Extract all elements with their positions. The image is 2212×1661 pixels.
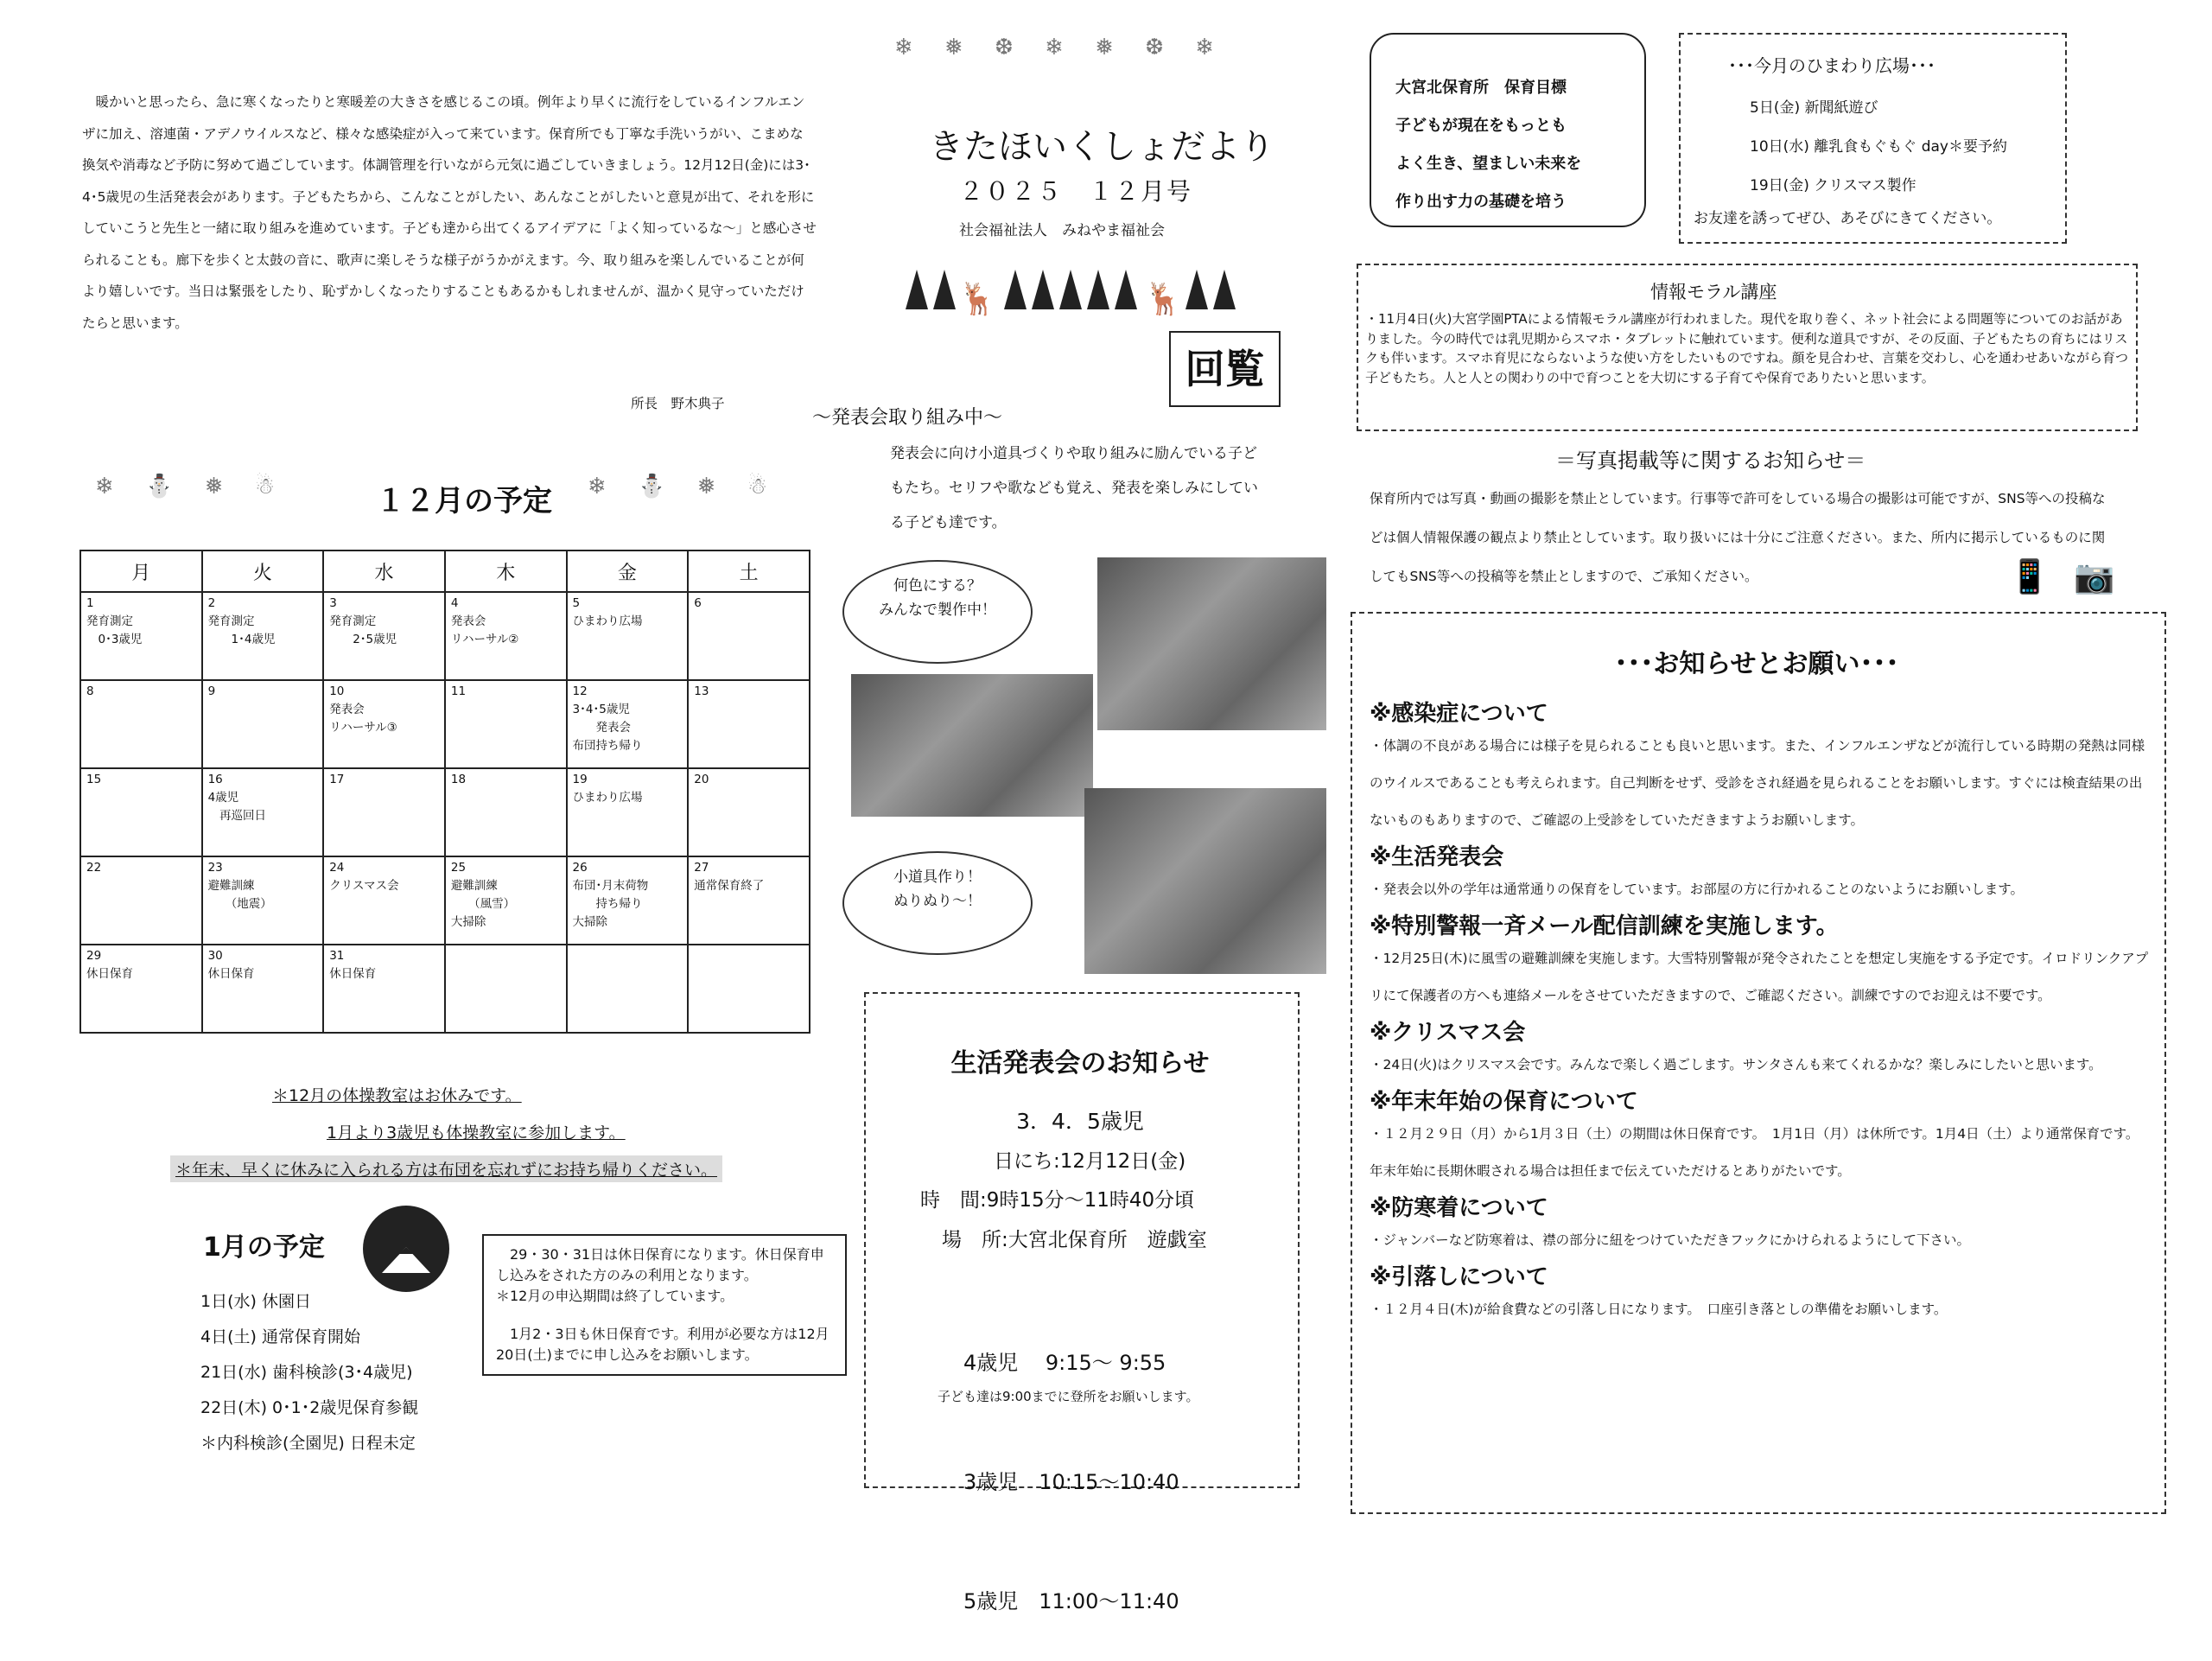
event-grade: 3．4．5歳児 [1016,1109,1144,1134]
weekday-header: 水 [323,550,445,592]
event-date: 日にち:12月12日(金) [994,1150,1186,1173]
calendar-day-cell [80,856,202,945]
event-title: 生活発表会のお知らせ [950,1048,1210,1079]
principal-signature: 所長 野木典子 [631,396,725,411]
calendar-day-text: 20 [694,773,709,786]
calendar-day-cell [80,768,202,856]
calendar-day-text: 1 発育測定 0･3歳児 [86,596,143,646]
himawari-item: 19日(金) クリスマス製作 [1750,177,1916,194]
moral-title: 情報モラル講座 [1650,282,1777,302]
calendar-day-text: 5 ひまわり広場 [572,596,643,628]
calendar-day-cell [323,856,445,945]
january-item: ＊内科検診(全園児) 日程未定 [200,1434,416,1453]
mount-fuji-icon [363,1206,449,1292]
calendar-day-text: 24 クリスマス会 [329,861,399,893]
newsletter-title: きたほいくしょだより [929,127,1274,167]
photo-notice-body: 保育所内では写真・動画の撮影を禁止としています。行事等で許可をしている場合の撮影は可能ですが、SNS等への投稿などは個人情報保護の観点より禁止としています。取り扱いには十分にご注意ください。また、所内に掲示しているものに関してもSNS等への投稿等を禁止としますので、ご承知ください。 [1370,491,2106,584]
calendar-day-cell [567,856,689,945]
calendar-day-cell [323,945,445,1033]
calendar-day-text: 17 [329,773,345,786]
notice-heading: ※防寒着について [1370,1195,1548,1221]
calendar-day-text: 11 [450,684,467,698]
notice-text: ・発表会以外の学年は通常通りの保育をしています。お部屋の方に行かれることのないようにお願いします。 [1370,881,2024,897]
notice-heading: ※特別警報一斉メール配信訓練を実施します。 [1370,913,1839,939]
calendar-day-cell [323,768,445,856]
smartphone-icon: 📱 [2009,557,2050,595]
calendar-day-cell [445,945,567,1033]
calendar-day-text: 2 発育測定 1･4歳児 [207,596,276,646]
greeting-text: 暖かいと思ったら、急に寒くなったりと寒暖差の大きさを感じるこの頃。例年より早くに流行をしているインフルエンザに加え、溶連菌・アデノウイルスなど、様々な感染症が入って来ています。保育所でも丁寧な手洗いうがい、こまめな換気や消毒など予防に努めて過ごしています。体調管理を行いながら元気に過ごしていきましょう。12月12日(金)には3･4･5歳児の生活発表会があります。子どもたちから、こんなことがしたい、あんなことがしたいと意見が出て、それを形にしていこうと先生と一緒に取り組みを進めています。子ども達から出てくるアイデアに「よく知っているな～」と感心させられることも。廊下を歩くと太鼓の音に、歌声に楽しそうな様子がうかがえます。今、取り組みを楽しんでいることが何より嬉しいです。当日は緊張をしたり、恥ずかしくなったりすることもあるかもしれませんが、温かく見守っていただけたらと思います。 [82,94,817,331]
calendar-day-cell [688,945,810,1033]
notice-text: ・24日(火)はクリスマス会です。みんなで楽しく過ごします。サンタさんも来てくれるかな？楽しみにしたいと思います。 [1370,1057,2102,1072]
calendar-day-cell [80,592,202,680]
december-calendar [79,550,810,1034]
calendar-day-text: 31 休日保育 [329,949,377,981]
christmas-tree-icon: 🦌 🦌 [903,270,1238,317]
snowflake-icon: ❄ ❅ ❆ ❄ ❅ ❆ ❄ [894,35,1227,60]
calendar-day-cell [567,680,689,768]
event-time: 時 間:9時15分～11時40分頃 [920,1189,1195,1212]
weekday-header: 金 [567,550,689,592]
moral-body: ・11月4日(火)大宮学園PTAによる情報モラル講座が行われました。現代を取り巻く、ネット社会による問題等についてのお話がありました。今の時代では乳児期からスマホ・タブレットに触れています。便利な道具ですが、その反面、子どもたちの育ちにはリスクも伴います。スマホ育児にならないような使い方をしたいものですね。顔を見合わせ、言葉を交わし、心を通わせあいながら育つ子どもたち。人と人との関わりの中で育つことを大切にする子育てや保育でありたいと思います。 [1365,311,2129,385]
notice-heading: ※引落しについて [1370,1264,1548,1290]
weekday-header: 木 [445,550,567,592]
calendar-day-text: 9 [207,684,216,698]
notices-content [1370,696,2152,1328]
holiday-care-text: 1月2・3日も休日保育です。利用が必要な方は12月20日(土)までに申し込みをお願いします。 [496,1326,830,1363]
notice-text: ・体調の不良がある場合には様子を見られることも良いと思います。また、インフルエンザなどが流行している時期の発熱は同様のウイルスであることも考えられます。自己判断をせず、受診をされ経過を見られることをお願いします。すぐには検査結果の出ないものもありますので、ご確認の上受診をしていただきますようお願いします。 [1370,738,2145,828]
calendar-day-cell [202,680,324,768]
january-list [200,1284,418,1461]
goal-line: よく生き、望ましい未来を [1395,155,1582,173]
gym-closed-note: ＊12月の体操教室はお休みです。 [272,1086,522,1105]
calendar-week-row [80,592,810,680]
calendar-day-cell [202,592,324,680]
himawari-invite: お友達を誘ってぜひ、あそびにきてください。 [1694,210,2002,227]
issue-label: ２０２５ １２月号 [959,177,1193,206]
notice-text: ・１２月４日(木)が給食費などの引落し日になります。 口座引き落としの準備をお願いします。 [1370,1301,1948,1317]
goal-line: 子どもが現在をもっとも [1395,117,1567,135]
holiday-care-box [482,1234,847,1376]
january-item: 21日(水) 歯科検診(3･4歳児) [200,1363,413,1382]
calendar-day-text: 13 [694,684,709,698]
organization-name: 社会福祉法人 みねやま福祉会 [959,222,1165,239]
goal-line: 作り出す力の基礎を培う [1395,193,1567,211]
presentation-heading: ～発表会取り組み中～ [812,407,1003,429]
weekday-header: 火 [202,550,324,592]
january-title: 1月の予定 [203,1232,325,1263]
speech-bubble: 小道具作り！ ぬりぬり～！ [842,851,1033,955]
calendar-day-cell [445,768,567,856]
calendar-day-cell [323,592,445,680]
himawari-item: 5日(金) 新聞紙遊び [1750,99,1878,117]
calendar-day-cell [80,680,202,768]
calendar-day-cell [202,856,324,945]
calendar-day-text: 12 3･4･5歳児 発表会 布団持ち帰り [572,684,643,753]
childcare-goal-box [1370,33,1646,227]
snowman-icon: ❄ ⛄ ❅ ☃ [588,474,780,500]
calendar-day-text: 6 [694,596,702,610]
event-note: 子ども達は9:00までに登所をお願いします。 [938,1389,1199,1404]
calendar-week-row [80,945,810,1033]
holiday-care-text: 29・30・31日は休日保育になります。休日保育申し込みをされた方のみの利用となります。 [496,1246,824,1283]
photo-notice-title: ＝写真掲載等に関するお知らせ＝ [1555,449,1866,473]
event-slot: 4歳児 9:15～ 9:55 [963,1351,1166,1375]
notice-heading: ※年末年始の保育について [1370,1089,1638,1115]
himawari-title: ･･･今月のひまわり広場･･･ [1728,55,1936,76]
calendar-day-text: 4 発表会 リハーサル② [450,596,519,646]
calendar-day-text: 3 発育測定 2･5歳児 [329,596,397,646]
january-item: 4日(土) 通常保育開始 [200,1327,360,1346]
notice-text: ・１２月２９日（月）から1月３日（土）の期間は休日保育です。 1月1日（月）は休所です。1月4日（土）より通常保育です。年末年始に長期休暇される場合は担任まで伝えていただけるとありがたいです。 [1370,1126,2139,1179]
calendar-day-cell [323,680,445,768]
event-place: 場 所:大宮北保育所 遊戯室 [942,1229,1207,1251]
children-painting-photo [1084,788,1326,974]
presentation-body: 発表会に向け小道具づくりや取り組みに励んでいる子どもたち。セリフや歌なども覚え、発表を楽しみにしている子ども達です。 [890,445,1259,531]
weekday-header: 土 [688,550,810,592]
notice-heading: ※感染症について [1370,701,1548,727]
event-slot: 3歳児 10:15～10:40 [963,1470,1179,1494]
calendar-day-cell [445,680,567,768]
calendar-day-cell [202,945,324,1033]
calendar-day-cell [202,768,324,856]
gym-3yo-note: 1月より3歳児も体操教室に参加します。 [327,1123,626,1142]
schedule-title: １２月の予定 [376,484,552,519]
calendar-day-text: 26 布団･月末荷物 持ち帰り 大掃除 [572,861,649,929]
holiday-care-text: ＊12月の申込期間は終了しています。 [496,1288,734,1304]
calendar-day-text: 15 [86,773,102,786]
calendar-week-row [80,768,810,856]
himawari-list [1750,89,2007,206]
calendar-day-text: 23 避難訓練 （地震） [207,861,272,911]
children-crafting-photo [1097,557,1326,730]
notice-heading: ※クリスマス会 [1370,1020,1526,1046]
event-slot: 5歳児 11:00～11:40 [963,1589,1179,1613]
snowflake-icon: ❄ ⛄ ❅ ☃ [95,474,288,500]
goal-line: 大宮北保育所 保育目標 [1395,79,1567,97]
calendar-day-cell [567,945,689,1033]
calendar-day-cell [688,680,810,768]
circulation-stamp: 回覧 [1169,331,1281,407]
calendar-day-cell [80,945,202,1033]
calendar-day-text: 19 ひまわり広場 [572,773,643,805]
calendar-day-text: 8 [86,684,94,698]
notice-heading: ※生活発表会 [1370,844,1504,870]
speech-bubble: 何色にする？ みんなで製作中！ [842,560,1033,664]
weekday-header: 月 [80,550,202,592]
calendar-week-row [80,680,810,768]
calendar-day-cell [445,856,567,945]
calendar-day-text: 27 通常保育終了 [694,861,765,893]
calendar-day-cell [445,592,567,680]
january-item: 1日(水) 休園日 [200,1292,311,1311]
notice-text: ・ジャンバーなど防寒着は、襟の部分に紐をつけていただきフックにかけられるようにして下さい。 [1370,1232,1971,1248]
calendar-week-row [80,856,810,945]
notice-text: ・12月25日(木)に風雪の避難訓練を実施します。大雪特別警報が発令されたことを想定し実施をする予定です。イロドリンクアプリにて保護者の方へも連絡メールをさせていただきますので、ご確認ください。訓練ですのでお迎えは不要です。 [1370,951,2149,1003]
camera-icon: 📷 [2074,557,2115,595]
calendar-day-cell [567,768,689,856]
calendar-day-cell [688,592,810,680]
children-crafting-photo [851,674,1093,817]
notices-title: ･･･お知らせとお願い･･･ [1614,649,1899,679]
calendar-day-cell [688,768,810,856]
calendar-day-text: 30 休日保育 [207,949,255,981]
january-item: 22日(木) 0･1･2歳児保育参観 [200,1398,419,1417]
himawari-item: 10日(水) 離乳食もぐもぐ day＊要予約 [1750,138,2007,156]
calendar-day-text: 29 休日保育 [86,949,133,981]
calendar-day-cell [688,856,810,945]
calendar-day-text: 10 発表会 リハーサル③ [329,684,397,735]
calendar-day-text: 22 [86,861,102,875]
calendar-day-text: 16 4歳児 再巡回日 [207,773,267,823]
calendar-day-text: 18 [450,773,467,786]
calendar-day-cell [567,592,689,680]
futon-note: ＊年末、早くに休みに入られる方は布団を忘れずにお持ち帰りください。 [170,1155,722,1182]
calendar-day-text: 25 避難訓練 （風雪） 大掃除 [450,861,516,929]
event-slots [963,1263,1179,1661]
